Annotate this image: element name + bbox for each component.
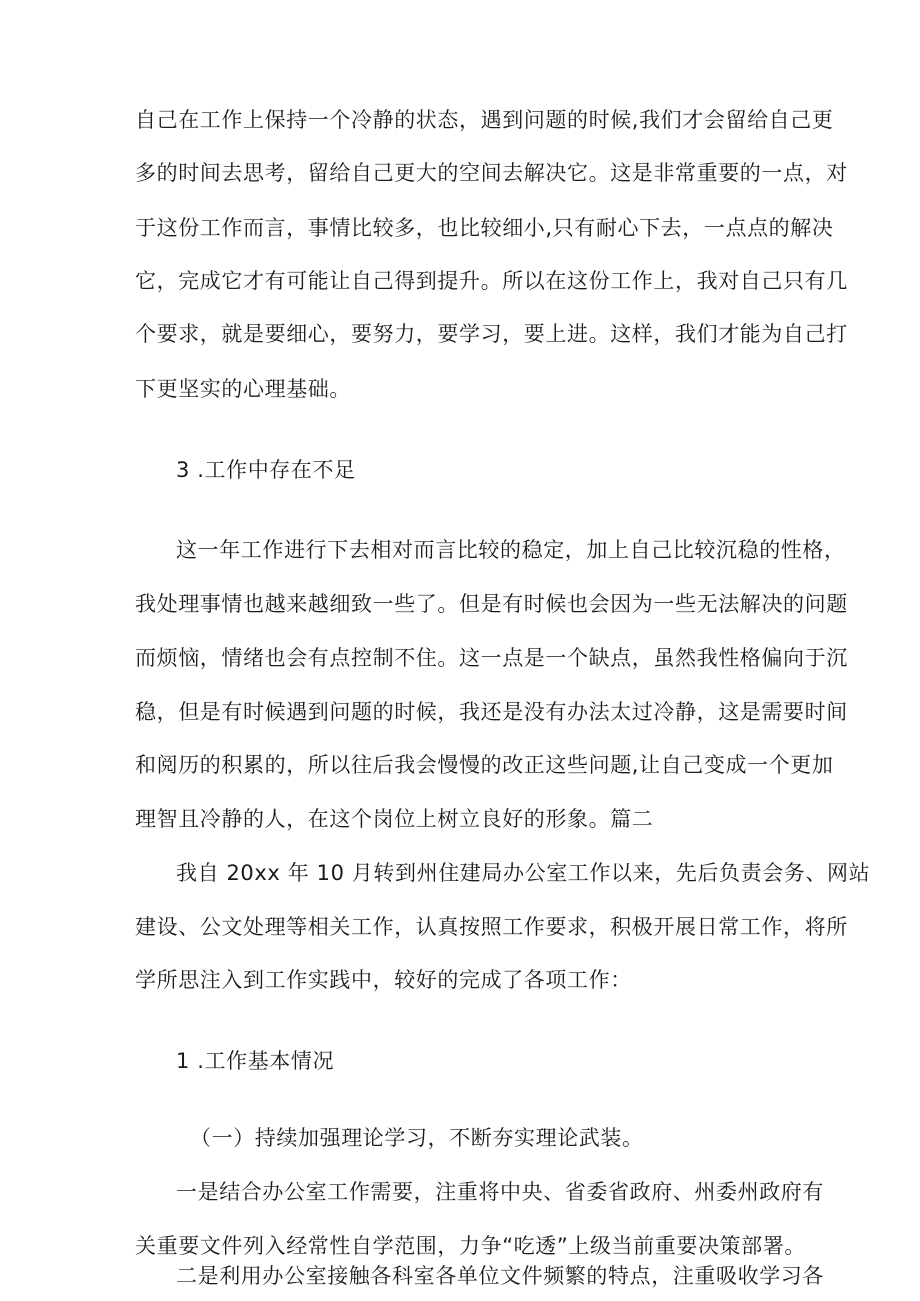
- section-heading: 1 .工作基本情况: [176, 1049, 335, 1073]
- body-text-line-overflow: 二是利用办公室接触各科室各单位文件频繁的特点，注重吸收学习各: [176, 1264, 824, 1288]
- body-text-line: 它，完成它才有可能让自己得到提升。所以在这份工作上，我对自己只有几: [135, 269, 848, 293]
- body-text-line: 这一年工作进行下去相对而言比较的稳定，加上自己比较沉稳的性格，: [176, 538, 846, 562]
- body-text-line: 下更坚实的心理基础。: [135, 377, 351, 401]
- section-heading: 3 .工作中存在不足: [176, 458, 356, 482]
- subsection-heading: （一）持续加强理论学习，不断夯实理论武装。: [190, 1126, 644, 1150]
- body-text-line: 自己在工作上保持一个冷静的状态，遇到问题的时候,我们才会留给自己更: [135, 108, 834, 132]
- body-text-line: 我处理事情也越来越细致一些了。但是有时候也会因为一些无法解决的问题: [135, 592, 848, 616]
- body-text-line: 理智且冷静的人，在这个岗位上树立良好的形象。篇二: [135, 807, 654, 831]
- body-text-line: 我自 20xx 年 10 月转到州住建局办公室工作以来，先后负责会务、网站: [176, 861, 871, 885]
- body-text-line: 稳，但是有时候遇到问题的时候，我还是没有办法太过冷静，这是需要时间: [135, 700, 848, 724]
- body-text-line: 多的时间去思考，留给自己更大的空间去解决它。这是非常重要的一点，对: [135, 161, 848, 185]
- body-text-line: 学所思注入到工作实践中，较好的完成了各项工作：: [135, 968, 632, 992]
- body-text-line: 建设、公文处理等相关工作，认真按照工作要求，积极开展日常工作，将所: [135, 915, 848, 939]
- body-text-line: 于这份工作而言，事情比较多，也比较细小,只有耐心下去，一点点的解决: [135, 216, 834, 240]
- body-text-line: 而烦恼，情绪也会有点控制不住。这一点是一个缺点，虽然我性格偏向于沉: [135, 646, 848, 670]
- body-text-line: 一是结合办公室工作需要，注重将中央、省委省政府、州委州政府有: [176, 1180, 824, 1204]
- body-text-line: 关重要文件列入经常性自学范围，力争“吃透”上级当前重要决策部署。: [135, 1234, 806, 1258]
- body-text-line: 个要求，就是要细心，要努力，要学习，要上进。这样，我们才能为自己打: [135, 322, 848, 346]
- body-text-line: 和阅历的积累的，所以往后我会慢慢的改正这些问题,让自己变成一个更加: [135, 753, 834, 777]
